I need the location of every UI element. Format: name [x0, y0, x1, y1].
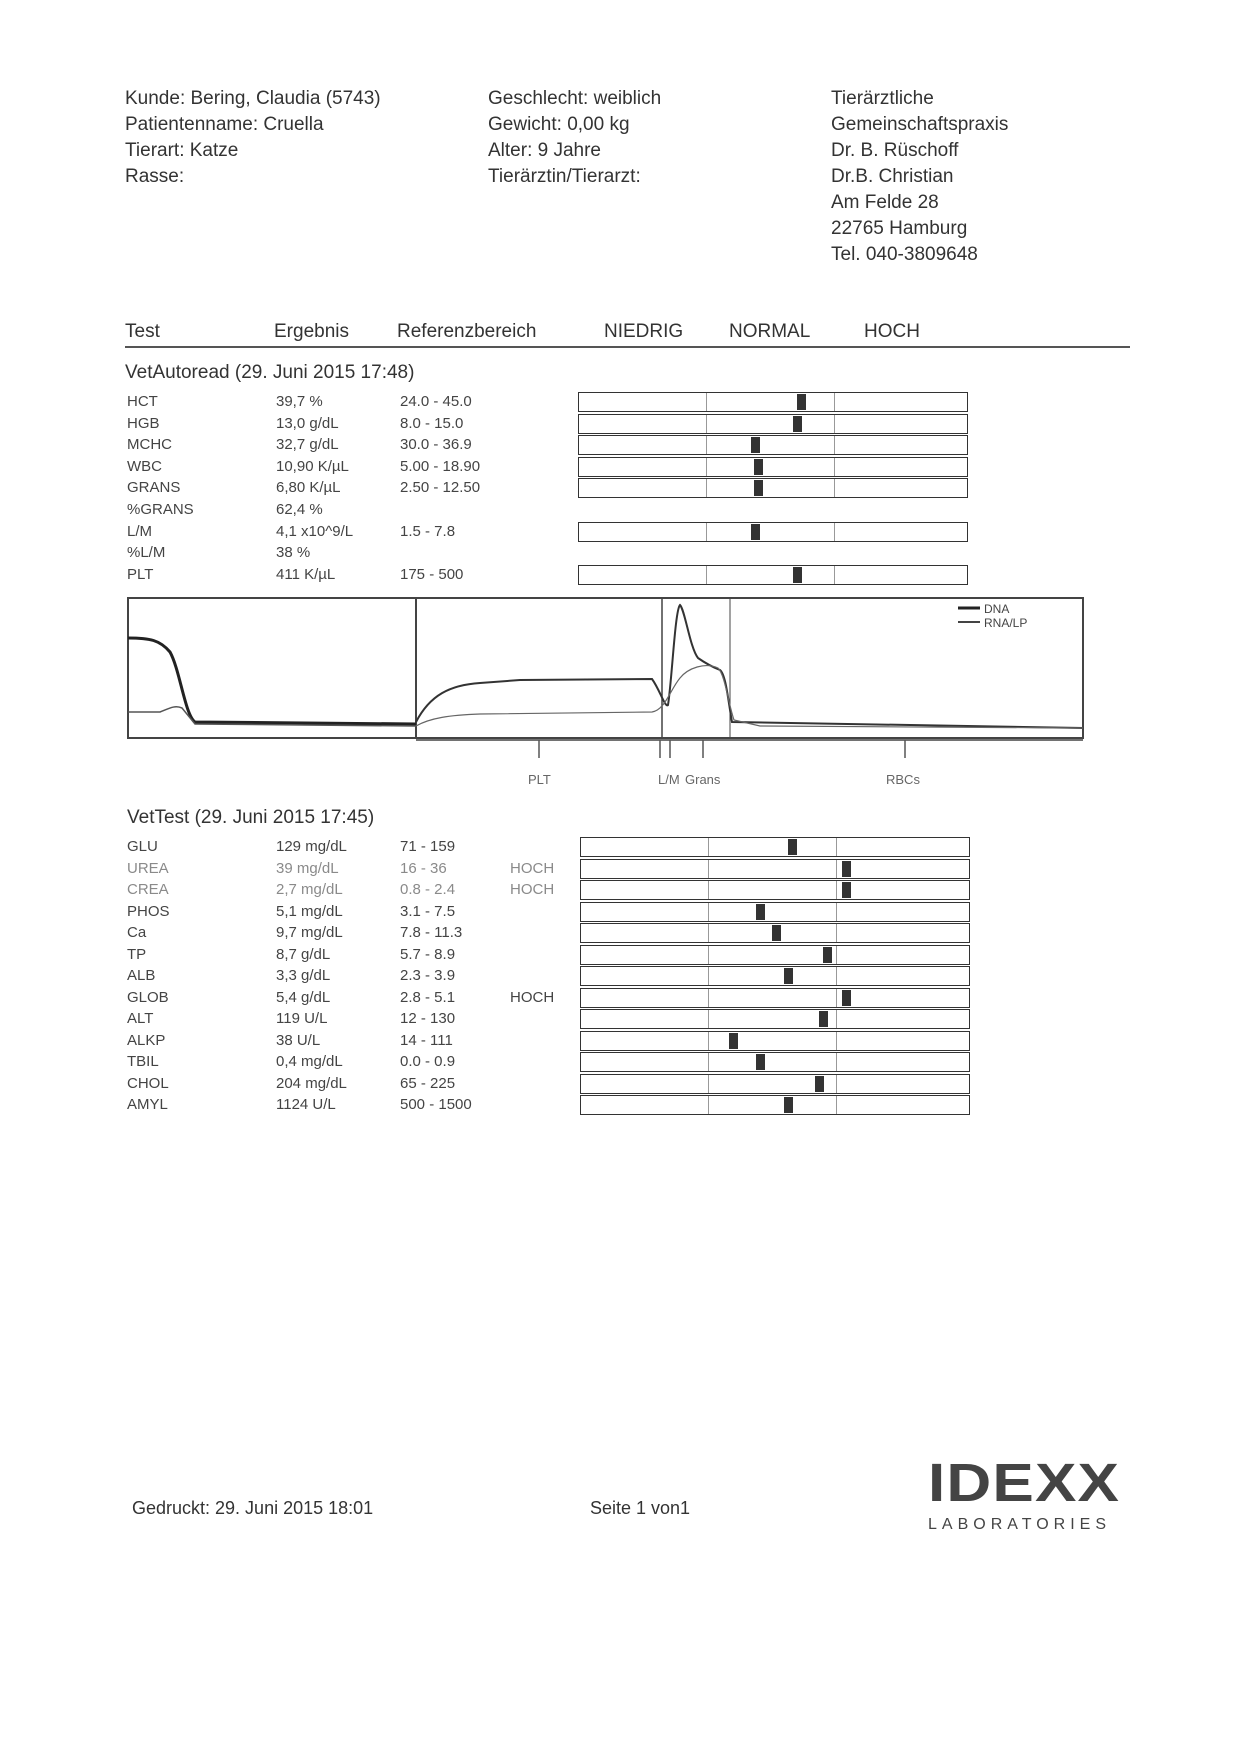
range-divider — [708, 1096, 709, 1114]
col-result: Ergebnis — [274, 321, 349, 342]
range-divider — [836, 881, 837, 899]
result-marker — [756, 1054, 765, 1070]
sex-line: Geschlecht: weiblich — [488, 88, 662, 109]
test-name: PLT — [127, 565, 154, 583]
test-name: %L/M — [127, 544, 166, 562]
reference-range: 3.1 - 7.5 — [400, 902, 456, 920]
result-marker — [842, 861, 851, 877]
range-divider — [706, 415, 707, 433]
result-value: 39 mg/dL — [276, 859, 339, 877]
range-divider — [834, 393, 835, 411]
result-value: 38 U/L — [276, 1031, 321, 1049]
range-bar — [580, 1074, 970, 1094]
result-value: 2,7 mg/dL — [276, 881, 343, 898]
result-marker — [819, 1011, 828, 1027]
legend-dna: DNA — [984, 602, 1010, 616]
range-bar — [578, 414, 968, 434]
range-bar — [580, 1095, 970, 1115]
result-row — [127, 523, 597, 544]
result-value: 5,1 mg/dL — [276, 902, 343, 920]
result-row — [127, 1075, 597, 1096]
range-divider — [708, 1053, 709, 1071]
test-name: UREA — [127, 859, 169, 877]
legend-rna: RNA/LP — [984, 616, 1028, 630]
range-divider — [836, 1010, 837, 1028]
result-marker — [784, 968, 793, 984]
result-flag: HOCH — [510, 881, 555, 898]
result-row — [127, 903, 597, 924]
result-value: 204 mg/dL — [276, 1074, 347, 1092]
result-row — [127, 393, 597, 414]
result-value: 39,7 % — [276, 393, 323, 410]
logo-subtitle: LABORATORIES — [928, 1516, 1111, 1533]
range-divider — [708, 924, 709, 942]
clinic-block — [831, 86, 1008, 268]
reference-range: 5.7 - 8.9 — [400, 945, 456, 963]
result-value: 411 K/µL — [276, 565, 336, 583]
range-bar — [580, 837, 970, 857]
clinic-line: Tierärztliche — [831, 88, 934, 109]
reference-range: 65 - 225 — [400, 1074, 456, 1092]
result-marker — [797, 394, 806, 410]
patient-block — [125, 86, 381, 190]
customer-line: Kunde: Bering, Claudia (5743) — [125, 88, 381, 109]
reference-range: 0.0 - 0.9 — [400, 1053, 456, 1070]
result-row — [127, 458, 597, 479]
reference-range: 5.00 - 18.90 — [400, 457, 481, 475]
result-value: 10,90 K/µL — [276, 457, 349, 475]
reference-range: 1.5 - 7.8 — [400, 522, 456, 540]
result-value: 3,3 g/dL — [276, 967, 331, 984]
reference-range: 30.0 - 36.9 — [400, 436, 472, 454]
result-row — [127, 544, 597, 565]
range-divider — [834, 566, 835, 584]
result-row — [127, 501, 597, 522]
range-bar — [580, 1009, 970, 1029]
range-divider — [706, 393, 707, 411]
reference-range: 2.3 - 3.9 — [400, 967, 456, 984]
reference-range: 24.0 - 45.0 — [400, 393, 472, 410]
reference-range: 16 - 36 — [400, 859, 447, 877]
range-divider — [836, 989, 837, 1007]
details-block — [488, 86, 661, 190]
result-value: 0,4 mg/dL — [276, 1053, 343, 1070]
range-divider — [706, 566, 707, 584]
result-row — [127, 566, 597, 587]
range-divider — [834, 523, 835, 541]
range-divider — [834, 415, 835, 433]
result-row — [127, 1032, 597, 1053]
range-divider — [708, 1032, 709, 1050]
test-name: CREA — [127, 881, 169, 898]
clinic-line: Dr. B. Rüschoff — [831, 140, 959, 161]
result-row — [127, 860, 597, 881]
range-divider — [836, 924, 837, 942]
range-bar — [578, 478, 968, 498]
clinic-line: Tel. 040-3809648 — [831, 244, 978, 265]
result-row — [127, 1053, 597, 1074]
range-bar — [580, 945, 970, 965]
test-name: L/M — [127, 522, 153, 540]
result-flag: HOCH — [510, 859, 555, 877]
result-value: 32,7 g/dL — [276, 436, 339, 454]
range-bar — [578, 392, 968, 412]
test-name: ALB — [127, 967, 156, 984]
range-divider — [836, 1032, 837, 1050]
range-divider — [706, 479, 707, 497]
range-divider — [708, 1075, 709, 1093]
range-bar — [580, 1031, 970, 1051]
reference-range: 8.0 - 15.0 — [400, 414, 464, 432]
result-marker — [823, 947, 832, 963]
vet-line: Tierärztin/Tierarzt: — [488, 166, 641, 187]
result-marker — [729, 1033, 738, 1049]
result-row — [127, 881, 597, 902]
result-marker — [842, 882, 851, 898]
result-row — [127, 415, 597, 436]
test-name: AMYL — [127, 1096, 168, 1113]
printed-date: Gedruckt: 29. Juni 2015 18:01 — [132, 1498, 374, 1518]
result-marker — [784, 1097, 793, 1113]
result-value: 5,4 g/dL — [276, 988, 331, 1006]
logo-word: IDEXX — [928, 1453, 1121, 1513]
range-divider — [834, 479, 835, 497]
range-bar — [578, 435, 968, 455]
result-row — [127, 924, 597, 945]
result-value: 62,4 % — [276, 501, 323, 518]
test-name: GRANS — [127, 479, 181, 497]
range-divider — [708, 1010, 709, 1028]
result-value: 1124 U/L — [276, 1096, 336, 1113]
range-divider — [706, 523, 707, 541]
result-row — [127, 967, 597, 988]
vetautoread-title: VetAutoread (29. Juni 2015 17:48) — [125, 362, 415, 383]
result-value: 38 % — [276, 544, 311, 562]
rna-curve-right — [416, 666, 1083, 728]
weight-line: Gewicht: 0,00 kg — [488, 114, 630, 135]
col-normal: NORMAL — [729, 321, 811, 342]
histogram-frame — [128, 598, 1083, 738]
idexx-logo — [928, 1453, 1138, 1534]
clinic-line: Dr.B. Christian — [831, 166, 954, 187]
result-marker — [754, 480, 763, 496]
clinic-line: Gemeinschaftspraxis — [831, 114, 1009, 135]
reference-range: 175 - 500 — [400, 565, 464, 583]
result-marker — [793, 416, 802, 432]
label-grans: Grans — [685, 772, 721, 787]
header-rule — [125, 346, 1130, 348]
range-bar — [580, 923, 970, 943]
result-marker — [793, 567, 802, 583]
result-row — [127, 1096, 597, 1117]
range-divider — [708, 838, 709, 856]
range-divider — [706, 436, 707, 454]
page-number: Seite 1 von1 — [590, 1498, 691, 1518]
range-divider — [708, 946, 709, 964]
range-bar — [580, 966, 970, 986]
test-name: ALKP — [127, 1031, 166, 1049]
range-divider — [708, 881, 709, 899]
label-lm: L/M — [658, 772, 680, 787]
result-row — [127, 838, 597, 859]
range-divider — [836, 860, 837, 878]
result-marker — [788, 839, 797, 855]
result-marker — [842, 990, 851, 1006]
range-bar — [580, 859, 970, 879]
range-divider — [836, 967, 837, 985]
label-rbcs: RBCs — [886, 772, 920, 787]
result-marker — [754, 459, 763, 475]
reference-range: 0.8 - 2.4 — [400, 881, 456, 898]
reference-range: 2.8 - 5.1 — [400, 988, 456, 1006]
col-high: HOCH — [864, 321, 920, 342]
result-value: 8,7 g/dL — [276, 945, 331, 963]
reference-range: 7.8 - 11.3 — [400, 924, 463, 941]
clinic-line: Am Felde 28 — [831, 192, 939, 213]
age-line: Alter: 9 Jahre — [488, 140, 601, 161]
result-marker — [751, 437, 760, 453]
result-marker — [772, 925, 781, 941]
result-row — [127, 946, 597, 967]
test-name: %GRANS — [127, 501, 194, 518]
range-divider — [836, 838, 837, 856]
reference-range: 500 - 1500 — [400, 1096, 472, 1113]
range-bar — [580, 1052, 970, 1072]
result-row — [127, 479, 597, 500]
result-value: 6,80 K/µL — [276, 479, 341, 497]
range-bar — [578, 565, 968, 585]
dna-curve-left — [128, 638, 416, 724]
reference-range: 2.50 - 12.50 — [400, 479, 481, 497]
range-bar — [578, 457, 968, 477]
range-divider — [836, 946, 837, 964]
species-line: Tierart: Katze — [125, 140, 239, 161]
range-divider — [836, 1075, 837, 1093]
result-value: 119 U/L — [276, 1010, 328, 1027]
test-name: CHOL — [127, 1074, 169, 1092]
range-divider — [836, 903, 837, 921]
col-low: NIEDRIG — [604, 321, 684, 342]
result-marker — [756, 904, 765, 920]
col-test: Test — [125, 321, 160, 342]
range-divider — [834, 436, 835, 454]
range-divider — [708, 967, 709, 985]
clinic-line: 22765 Hamburg — [831, 218, 968, 239]
reference-range: 71 - 159 — [400, 838, 456, 855]
range-bar — [580, 880, 970, 900]
test-name: PHOS — [127, 902, 170, 920]
test-name: TBIL — [127, 1053, 159, 1070]
label-plt: PLT — [528, 772, 551, 787]
range-bar — [578, 522, 968, 542]
result-row — [127, 989, 597, 1010]
patient-name-line: Patientenname: Cruella — [125, 114, 324, 135]
range-divider — [706, 458, 707, 476]
cell-histogram — [120, 590, 1095, 800]
test-name: Ca — [127, 924, 147, 941]
result-flag: HOCH — [510, 988, 555, 1006]
range-divider — [836, 1053, 837, 1071]
result-value: 129 mg/dL — [276, 838, 347, 855]
range-bar — [580, 902, 970, 922]
reference-range: 14 - 111 — [400, 1031, 453, 1049]
range-divider — [834, 458, 835, 476]
result-value: 4,1 x10^9/L — [276, 522, 354, 540]
range-bar — [580, 988, 970, 1008]
test-name: WBC — [127, 457, 162, 475]
test-name: MCHC — [127, 436, 172, 454]
result-value: 9,7 mg/dL — [276, 924, 343, 941]
range-divider — [708, 903, 709, 921]
result-marker — [751, 524, 760, 540]
result-row — [127, 1010, 597, 1031]
col-reference: Referenzbereich — [397, 321, 537, 342]
reference-range: 12 - 130 — [400, 1010, 456, 1027]
test-name: ALT — [127, 1010, 154, 1027]
vettest-title: VetTest (29. Juni 2015 17:45) — [127, 807, 375, 828]
test-name: HCT — [127, 393, 158, 410]
breed-line: Rasse: — [125, 166, 185, 187]
result-marker — [815, 1076, 824, 1092]
range-divider — [708, 860, 709, 878]
test-name: HGB — [127, 414, 160, 432]
result-value: 13,0 g/dL — [276, 414, 339, 432]
result-row — [127, 436, 597, 457]
test-name: TP — [127, 945, 147, 963]
test-name: GLU — [127, 838, 158, 855]
range-divider — [836, 1096, 837, 1114]
range-divider — [708, 989, 709, 1007]
dna-curve-right — [416, 605, 1083, 728]
test-name: GLOB — [127, 988, 169, 1006]
